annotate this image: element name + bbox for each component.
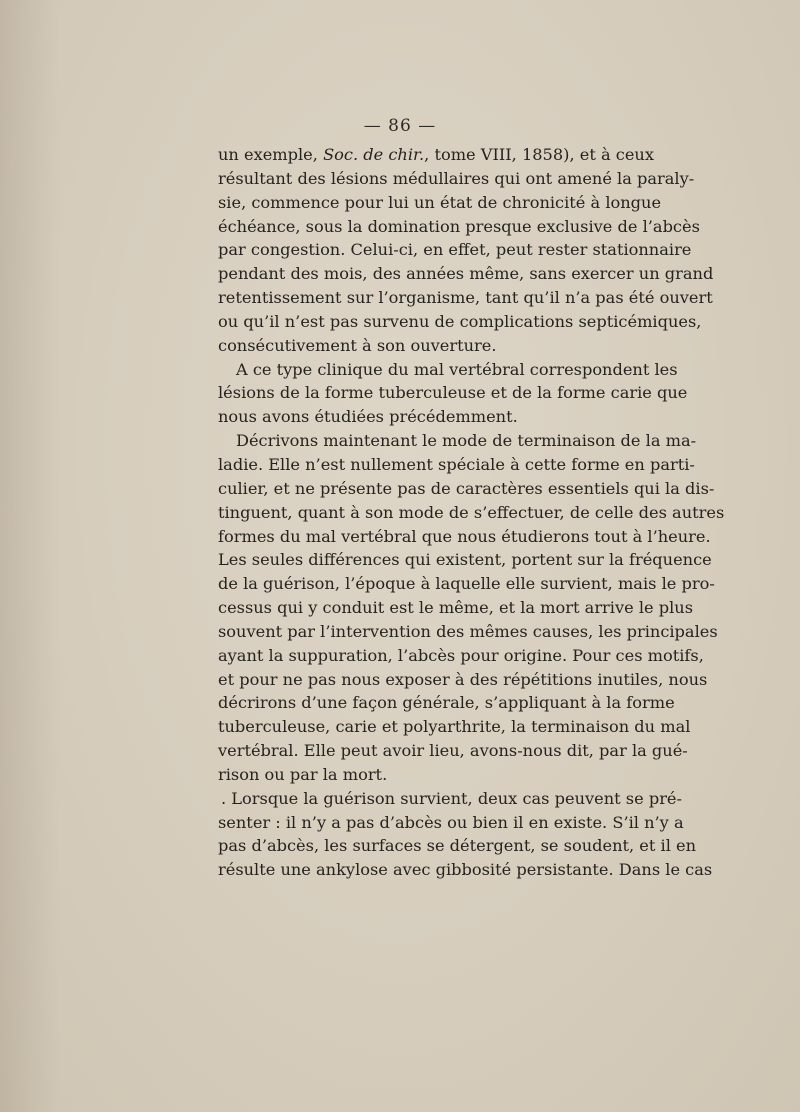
text-line: décrirons d’une façon générale, s’appliquant à la forme — [218, 693, 675, 713]
text-line: lésions de la forme tuberculeuse et de la forme carie que — [218, 383, 688, 403]
text-line: tinguent, quant à son mode de s’effectuer, de celle des autres — [218, 502, 725, 522]
journal-abbrev: Soc. — [323, 145, 359, 164]
text-line: ayant la suppuration, l’abcès pour origine. Pour ces motifs, — [218, 645, 704, 665]
text-line: par congestion. Celui-ci, en effet, peut rester stationnaire — [218, 240, 692, 260]
text-line: souvent par l’intervention des mêmes causes, les principales — [218, 621, 718, 641]
text-line: sie, commence pour lui un état de chronicité à longue — [218, 192, 662, 212]
text-line: nous avons étudiées précédemment. — [218, 407, 518, 427]
text-line: résultant des lésions médullaires qui ont amené la paraly- — [218, 168, 695, 188]
text-line: pas d’abcès, les surfaces se détergent, se soudent, et il en — [218, 836, 697, 856]
text-line: . Lorsque la guérison survient, deux cas peuvent se pré- — [221, 788, 682, 808]
text-line: cessus qui y conduit est le même, et la mort arrive le plus — [218, 598, 694, 618]
text-line: et pour ne pas nous exposer à des répétitions inutiles, nous — [218, 669, 708, 689]
text-line: Décrivons maintenant le mode de terminaison de la ma- — [236, 431, 697, 451]
text-line: de la guérison, l’époque à laquelle elle survient, mais le pro- — [218, 574, 715, 594]
text-line: tuberculeuse, carie et polyarthrite, la terminaison du mal — [218, 717, 691, 737]
text-line: échéance, sous la domination presque exclusive de l’abcès — [218, 216, 700, 236]
body-text — [218, 143, 725, 882]
text-line: vertébral. Elle peut avoir lieu, avons-nous dit, par la gué- — [218, 741, 688, 761]
text-segment: un exemple, — [218, 145, 324, 164]
text-line: ladie. Elle n’est nullement spéciale à cette forme en parti- — [218, 454, 695, 474]
text-line: retentissement sur l’organisme, tant qu’il n’a pas été ouvert — [218, 288, 713, 308]
text-line: rison ou par la mort. — [218, 764, 388, 784]
text-line: résulte une ankylose avec gibbosité persistante. Dans le cas — [218, 860, 713, 880]
journal-abbrev: de chir. — [363, 145, 425, 164]
page-number: — 86 — — [363, 116, 437, 136]
text-segment: , tome VIII, 1858), et à ceux — [424, 145, 654, 164]
text-line: A ce type clinique du mal vertébral correspondent les — [236, 359, 678, 379]
text-line: formes du mal vertébral que nous étudierons tout à l’heure. — [218, 526, 711, 546]
text-line: ou qu’il n’est pas survenu de complications septicémiques, — [218, 311, 702, 331]
text-line: consécutivement à son ouverture. — [218, 335, 497, 355]
text-line: Les seules différences qui existent, portent sur la fréquence — [218, 550, 712, 570]
text-line: culier, et ne présente pas de caractères essentiels qui la dis- — [218, 478, 715, 498]
text-line: senter : il n’y a pas d’abcès ou bien il en existe. S’il n’y a — [218, 812, 684, 832]
text-line: pendant des mois, des années même, sans exercer un grand — [218, 264, 714, 284]
text-line — [218, 143, 654, 167]
